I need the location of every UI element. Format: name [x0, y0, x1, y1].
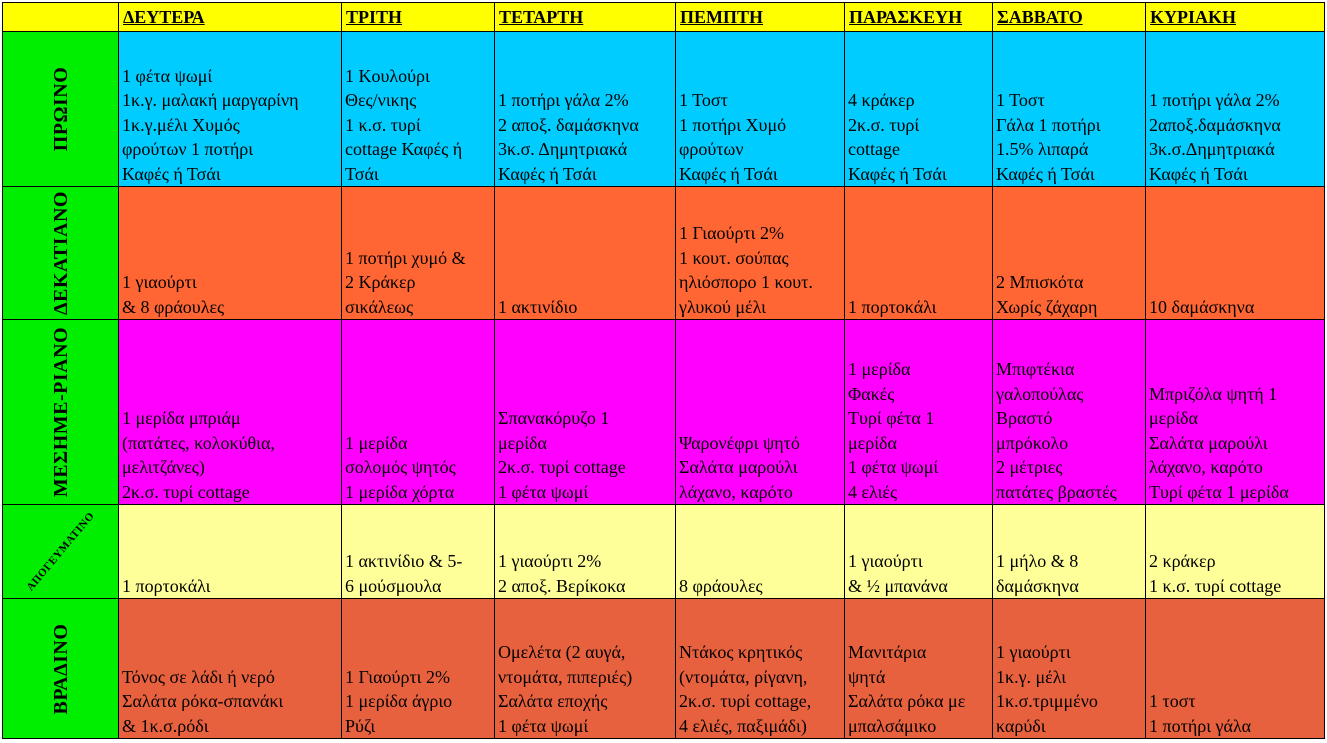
- meal-cell-lunch-fri: [845, 320, 993, 505]
- day-header-sat: ΣΑΒΒΑΤΟ: [993, 3, 1146, 32]
- meal-cell-snack-afternoon-tue: [342, 505, 495, 599]
- meal-cell-line: 1 κουτ. σούπας: [679, 247, 789, 268]
- meal-cell-snack-morning-tue: [342, 187, 495, 320]
- meal-cell-line: cottage: [848, 139, 900, 159]
- meal-cell-snack-afternoon-sun: [1146, 505, 1325, 599]
- day-header-fri: ΠΑΡΑΣΚΕΥΗ: [845, 3, 993, 32]
- meal-cell-lunch-mon: [119, 320, 342, 505]
- meal-cell-line: 2 αποξ. Βερίκοκα: [498, 575, 626, 596]
- meal-cell-line: 8 φράουλες: [679, 575, 763, 596]
- meal-cell-line: μερίδα: [848, 432, 897, 453]
- meal-cell-line: Τόνος σε λάδι ή νερό: [122, 666, 275, 687]
- meal-label-text: ΜΕΣΗΜΕ-ΡΙΑΝΟ: [49, 326, 72, 498]
- meal-cell-line: φρούτων 1 ποτήρι: [122, 139, 254, 159]
- meal-cell-dinner-tue: [342, 599, 495, 739]
- meal-label-text: ΠΡΩΙΝΟ: [49, 66, 72, 152]
- meal-cell-line: Καφές ή Τσάι: [498, 163, 597, 184]
- meal-cell-line: Σαλάτα μαρούλι: [679, 457, 798, 477]
- day-header-wed: ΤΕΤΑΡΤΗ: [495, 3, 676, 32]
- meal-cell-line: cottage Καφές ή: [345, 139, 463, 159]
- meal-cell-line: 1κ.γ.μέλι Χυμός: [122, 114, 240, 135]
- meal-cell-line: 2κ.σ. τυρί: [848, 114, 920, 135]
- meal-cell-line: 1 γιαούρτι: [122, 272, 197, 292]
- meal-cell-line: Σαλάτα ρόκα με: [848, 691, 966, 711]
- meal-cell-line: 1.5% λιπαρά: [996, 139, 1089, 159]
- meal-cell-line: 1 φέτα ψωμί: [122, 65, 213, 86]
- meal-cell-line: 1 μερίδα: [848, 359, 911, 379]
- meal-cell-breakfast-fri: [845, 32, 993, 187]
- meal-label-lunch: [3, 320, 119, 505]
- meal-cell-line: 1 γιαούρτι 2%: [498, 551, 602, 571]
- meal-cell-line: γαλοπούλας: [996, 383, 1084, 404]
- meal-cell-line: ηλιόσπορο 1 κουτ.: [679, 272, 813, 292]
- meal-cell-line: Ρύζι: [345, 715, 376, 736]
- meal-cell-line: 1 Τοστ: [996, 90, 1045, 110]
- meal-cell-line: Γάλα 1 ποτήρι: [996, 114, 1101, 135]
- meal-cell-line: Τυρί φέτα 1 μερίδα: [1149, 481, 1289, 502]
- day-header-sun: ΚΥΡΙΑΚΗ: [1146, 3, 1325, 32]
- meal-cell-breakfast-tue: [342, 32, 495, 187]
- meal-cell-line: 1 γιαούρτι: [996, 642, 1071, 662]
- meal-cell-line: Ντάκος κρητικός: [679, 642, 803, 662]
- meal-cell-line: 1 Γιαούρτι 2%: [345, 666, 451, 687]
- meal-cell-line: 2κ.σ. τυρί cottage: [122, 481, 250, 502]
- meal-cell-line: Καφές ή Τσάι: [848, 163, 947, 184]
- meal-cell-dinner-mon: [119, 599, 342, 739]
- meal-cell-line: 1κ.γ. μαλακή μαργαρίνη: [122, 90, 299, 110]
- meal-cell-line: 1 πορτοκάλι: [848, 296, 937, 317]
- meal-cell-line: Βραστό: [996, 408, 1053, 428]
- meal-cell-line: 2 Κράκερ: [345, 272, 416, 292]
- meal-cell-breakfast-sat: [993, 32, 1146, 187]
- meal-cell-line: Καφές ή Τσάι: [122, 163, 221, 184]
- meal-cell-dinner-sun: [1146, 599, 1325, 739]
- meal-cell-line: μπρόκολο: [996, 432, 1069, 453]
- meal-cell-line: 1κ.γ. μέλι: [996, 666, 1067, 687]
- meal-cell-line: γλυκού μέλι: [679, 296, 766, 317]
- meal-cell-line: 1 ποτήρι Χυμό: [679, 114, 787, 135]
- meal-label-morning-snack: [3, 187, 119, 320]
- meal-cell-line: πατάτες βραστές: [996, 481, 1117, 502]
- meal-cell-line: 1 Τοστ: [679, 90, 728, 110]
- meal-cell-line: Ομελέτα (2 αυγά,: [498, 642, 626, 662]
- meal-cell-line: 2 κράκερ: [1149, 551, 1216, 571]
- meal-cell-line: Τυρί φέτα 1: [848, 408, 935, 428]
- meal-cell-line: 1 ακτινίδιο & 5-: [345, 551, 463, 571]
- meal-cell-line: 1 μερίδα: [345, 432, 408, 453]
- meal-cell-line: Μπιφτέκια: [996, 359, 1075, 379]
- meal-cell-snack-morning-fri: [845, 187, 993, 320]
- meal-cell-dinner-wed: [495, 599, 676, 739]
- meal-cell-line: 2αποξ.δαμάσκηνα: [1149, 114, 1281, 135]
- meal-cell-line: 6 μούσμουλα: [345, 575, 442, 596]
- meal-cell-line: Καφές ή Τσάι: [996, 163, 1095, 184]
- meal-cell-line: & 1κ.σ.ρόδι: [122, 715, 209, 736]
- meal-label-text: ΒΡΑΔΙΝΟ: [49, 623, 72, 714]
- meal-cell-lunch-thu: [676, 320, 845, 505]
- header-row: [3, 3, 1325, 32]
- meal-cell-line: 1 μερίδα μπριάμ: [122, 408, 241, 428]
- meal-cell-snack-afternoon-fri: [845, 505, 993, 599]
- meal-cell-line: φρούτων: [679, 139, 744, 159]
- meal-cell-line: 3κ.σ.Δημητριακά: [1149, 139, 1275, 159]
- meal-cell-line: Μανιτάρια: [848, 642, 927, 662]
- meal-cell-line: 1 ποτήρι γάλα 2%: [498, 90, 629, 110]
- meal-cell-line: ντομάτα, πιπεριές): [498, 666, 633, 687]
- meal-cell-line: 2 μέτριες: [996, 457, 1063, 477]
- meal-label-breakfast: [3, 32, 119, 187]
- meal-cell-snack-afternoon-wed: [495, 505, 676, 599]
- meal-label-text: ΔΕΚΑΤΙΑΝΟ: [49, 190, 72, 316]
- meal-cell-breakfast-thu: [676, 32, 845, 187]
- meal-cell-line: Σαλάτα μαρούλι: [1149, 432, 1268, 453]
- meal-cell-line: 1 φέτα ψωμί: [498, 481, 589, 502]
- day-header-thu: ΠΕΜΠΤΗ: [676, 3, 845, 32]
- meal-cell-line: 1 τοστ: [1149, 691, 1196, 711]
- meal-cell-breakfast-sun: [1146, 32, 1325, 187]
- meal-cell-line: 1 κ.σ. τυρί: [345, 114, 421, 135]
- meal-cell-lunch-wed: [495, 320, 676, 505]
- meal-cell-line: 4 κράκερ: [848, 90, 915, 110]
- meal-cell-line: δαμάσκηνα: [996, 575, 1079, 596]
- meal-cell-line: 1 ποτήρι χυμό &: [345, 247, 466, 268]
- meal-cell-line: Καφές ή Τσάι: [1149, 163, 1248, 184]
- meal-cell-line: 4 ελιές, παξιμάδι): [679, 715, 807, 736]
- morning-snack-row: [3, 187, 1325, 320]
- meal-cell-line: 1 Κουλούρι: [345, 65, 430, 86]
- meal-cell-line: 1 πορτοκάλι: [122, 575, 211, 596]
- meal-cell-line: 1 ακτινίδιο: [498, 296, 578, 317]
- corner-cell: [3, 3, 119, 32]
- meal-cell-line: λάχανο, καρότο: [679, 481, 793, 502]
- meal-cell-line: Ψαρονέφρι ψητό: [679, 432, 800, 453]
- meal-cell-line: 1 κ.σ. τυρί cottage: [1149, 575, 1282, 596]
- meal-cell-line: 1 ποτήρι γάλα 2%: [1149, 90, 1280, 110]
- meal-label-dinner: [3, 599, 119, 739]
- meal-cell-line: 1 Γιαούρτι 2%: [679, 223, 785, 243]
- meal-cell-line: ψητά: [848, 666, 886, 687]
- meal-cell-line: 1 μερίδα άγριο: [345, 691, 453, 711]
- meal-cell-line: Χωρίς ζάχαρη: [996, 296, 1098, 317]
- meal-cell-line: μπαλσάμικο: [848, 715, 937, 736]
- meal-cell-lunch-sun: [1146, 320, 1325, 505]
- meal-cell-lunch-tue: [342, 320, 495, 505]
- meal-cell-dinner-thu: [676, 599, 845, 739]
- meal-cell-line: Θες/νικης: [345, 90, 417, 110]
- meal-cell-snack-afternoon-thu: [676, 505, 845, 599]
- meal-cell-line: 2κ.σ. τυρί cottage,: [679, 691, 812, 711]
- meal-cell-snack-morning-thu: [676, 187, 845, 320]
- afternoon-snack-row: [3, 505, 1325, 599]
- meal-cell-line: 2 Μπισκότα: [996, 272, 1084, 292]
- breakfast-row: [3, 32, 1325, 187]
- meal-cell-line: λάχανο, καρότο: [1149, 457, 1263, 477]
- meal-cell-snack-morning-wed: [495, 187, 676, 320]
- meal-cell-lunch-sat: [993, 320, 1146, 505]
- meal-label-text: ΑΠΟΓΕΥΜΑΤΙΝΟ: [23, 509, 97, 593]
- meal-cell-line: μερίδα: [498, 432, 547, 453]
- meal-cell-line: 1 μήλο & 8: [996, 551, 1079, 571]
- meal-cell-snack-morning-mon: [119, 187, 342, 320]
- meal-cell-line: σολομός ψητός: [345, 457, 456, 477]
- lunch-row: [3, 320, 1325, 505]
- meal-cell-line: 1 ποτήρι γάλα: [1149, 715, 1252, 736]
- meal-cell-line: Μπριζόλα ψητή 1: [1149, 383, 1278, 404]
- meal-cell-line: Σαλάτα ρόκα-σπανάκι: [122, 691, 284, 711]
- meal-cell-snack-afternoon-mon: [119, 505, 342, 599]
- meal-cell-line: 1 γιαούρτι: [848, 551, 923, 571]
- meal-cell-line: & ½ μπανάνα: [848, 575, 948, 596]
- meal-cell-line: καρύδι: [996, 715, 1046, 736]
- meal-cell-line: 1 φέτα ψωμί: [848, 457, 939, 477]
- meal-cell-line: Σπανακόρυζο 1: [498, 408, 610, 428]
- meal-label-afternoon-snack: [3, 505, 119, 599]
- meal-cell-line: σικάλεως: [345, 296, 414, 317]
- meal-cell-line: μελιτζάνες): [122, 457, 205, 477]
- meal-cell-line: μερίδα: [1149, 408, 1198, 428]
- meal-cell-line: (πατάτες, κολοκύθια,: [122, 432, 275, 453]
- meal-cell-line: Τσάι: [345, 163, 379, 184]
- meal-cell-line: Σαλάτα εποχής: [498, 691, 608, 711]
- meal-cell-line: (ντομάτα, ρίγανη,: [679, 666, 808, 687]
- meal-cell-line: 10 δαμάσκηνα: [1149, 296, 1255, 317]
- dinner-row: [3, 599, 1325, 739]
- meal-cell-line: Καφές ή Τσάι: [679, 163, 778, 184]
- meal-cell-snack-afternoon-sat: [993, 505, 1146, 599]
- day-header-tue: ΤΡΙΤΗ: [342, 3, 495, 32]
- meal-plan-table: [2, 2, 1325, 739]
- meal-cell-breakfast-wed: [495, 32, 676, 187]
- meal-cell-line: 1κ.σ.τριμμένο: [996, 691, 1098, 711]
- meal-cell-line: 1 φέτα ψωμί: [498, 715, 589, 736]
- meal-cell-line: 1 μερίδα χόρτα: [345, 481, 455, 502]
- meal-cell-line: Φακές: [848, 383, 895, 404]
- meal-cell-line: & 8 φράουλες: [122, 296, 225, 317]
- meal-cell-line: 2κ.σ. τυρί cottage: [498, 457, 626, 477]
- meal-cell-breakfast-mon: [119, 32, 342, 187]
- meal-cell-line: 3κ.σ. Δημητριακά: [498, 139, 628, 159]
- meal-cell-line: 4 ελιές: [848, 481, 898, 502]
- meal-cell-line: 2 αποξ. δαμάσκηνα: [498, 114, 639, 135]
- meal-cell-dinner-fri: [845, 599, 993, 739]
- meal-cell-snack-morning-sun: [1146, 187, 1325, 320]
- day-header-mon: ΔΕΥΤΕΡΑ: [119, 3, 342, 32]
- meal-cell-snack-morning-sat: [993, 187, 1146, 320]
- meal-cell-dinner-sat: [993, 599, 1146, 739]
